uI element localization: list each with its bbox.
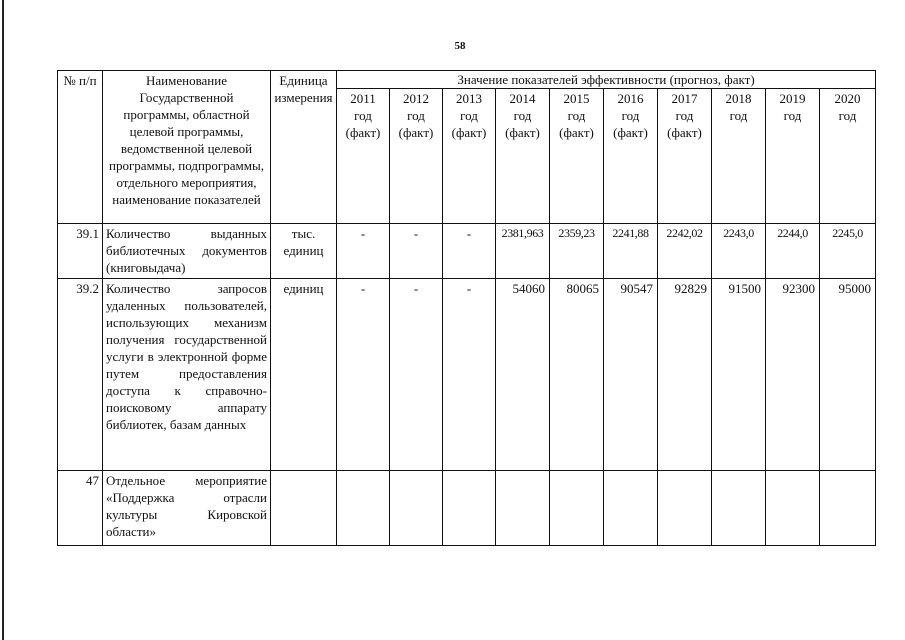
value-2020 [820,471,876,546]
year-unit: год [675,108,694,123]
year-unit: год [407,108,425,123]
row-unit: тыс. единиц [271,224,337,279]
year-label: 2015 [563,91,590,106]
year-note: (факт) [505,125,540,140]
value-2020: 2245,0 [820,224,876,279]
row-unit [271,471,337,546]
value-2011: - [337,279,390,471]
year-note: (факт) [345,125,381,140]
header-group: Значение показателей эффективности (прогноз, факт) [337,71,876,89]
year-note: (факт) [613,125,648,140]
page-edge-line [2,0,4,640]
value-2019: 2244,0 [766,224,820,279]
year-note: (факт) [559,125,594,140]
header-unit: Единица измерения [271,71,337,224]
value-2015: 2359,23 [550,224,604,279]
row-unit: единиц [271,279,337,471]
value-2013: - [443,224,496,279]
year-unit: год [783,108,802,123]
row-number: 39.2 [58,279,103,471]
value-2013: - [443,279,496,471]
value-2018: 2243,0 [712,224,766,279]
table-row [58,471,876,546]
value-2017: 92829 [658,279,712,471]
value-2012: - [390,279,443,471]
year-note: (факт) [451,125,487,140]
value-2019 [766,471,820,546]
header-year-2018 [712,89,766,224]
value-2011: - [337,224,390,279]
value-2019: 92300 [766,279,820,471]
value-2014: 2381,963 [496,224,550,279]
year-label: 2011 [350,91,376,106]
value-2018: 91500 [712,279,766,471]
value-2016 [604,471,658,546]
value-2015: 80065 [550,279,604,471]
year-label: 2016 [617,91,644,106]
year-unit: год [460,108,478,123]
row-number: 47 [58,471,103,546]
year-unit: год [354,108,372,123]
value-2016: 90547 [604,279,658,471]
value-2017 [658,471,712,546]
header-year-2020 [820,89,876,224]
year-label: 2014 [509,91,536,106]
value-2018 [712,471,766,546]
row-number: 39.1 [58,224,103,279]
header-year-2015 [550,89,604,224]
header-year-2016 [604,89,658,224]
table-row [58,224,876,279]
year-label: 2013 [456,91,482,106]
year-label: 2017 [671,91,698,106]
year-note: (факт) [667,125,702,140]
header-num: № п/п [58,71,103,224]
header-year-2012 [390,89,443,224]
year-unit: год [567,108,586,123]
year-unit: год [513,108,532,123]
year-unit: год [621,108,640,123]
value-2011 [337,471,390,546]
header-year-2014 [496,89,550,224]
header-name: Наименование Государственной программы, областной целевой программы, ведомственной целевой программы, подпрограммы, отдельного мероприятия, наименование показателей [103,71,271,224]
value-2012 [390,471,443,546]
year-label: 2020 [834,91,861,106]
value-2012: - [390,224,443,279]
value-2020: 95000 [820,279,876,471]
row-indicator-name: Количество запросов удаленных пользователей, использующих механизм получения государственной услуги в электронной форме путем предоставления доступа к справочно-поисковому аппарату библиотек, базам данных [103,279,271,471]
year-label: 2012 [403,91,429,106]
value-2014 [496,471,550,546]
row-indicator-name: Количество выданных библиотечных документов (книговыдача) [103,224,271,279]
value-2017: 2242,02 [658,224,712,279]
year-unit: год [838,108,857,123]
header-year-2011 [337,89,390,224]
table-row [58,279,876,471]
value-2015 [550,471,604,546]
header-year-2017 [658,89,712,224]
value-2016: 2241,88 [604,224,658,279]
header-year-2013 [443,89,496,224]
value-2013 [443,471,496,546]
year-unit: год [729,108,748,123]
year-label: 2019 [779,91,806,106]
year-note: (факт) [398,125,434,140]
row-indicator-name: Отдельное мероприятие «Поддержка отрасли культуры Кировской области» [103,471,271,546]
indicators-table [57,70,876,546]
value-2014: 54060 [496,279,550,471]
year-label: 2018 [725,91,752,106]
page-number: 58 [454,40,466,52]
header-year-2019 [766,89,820,224]
